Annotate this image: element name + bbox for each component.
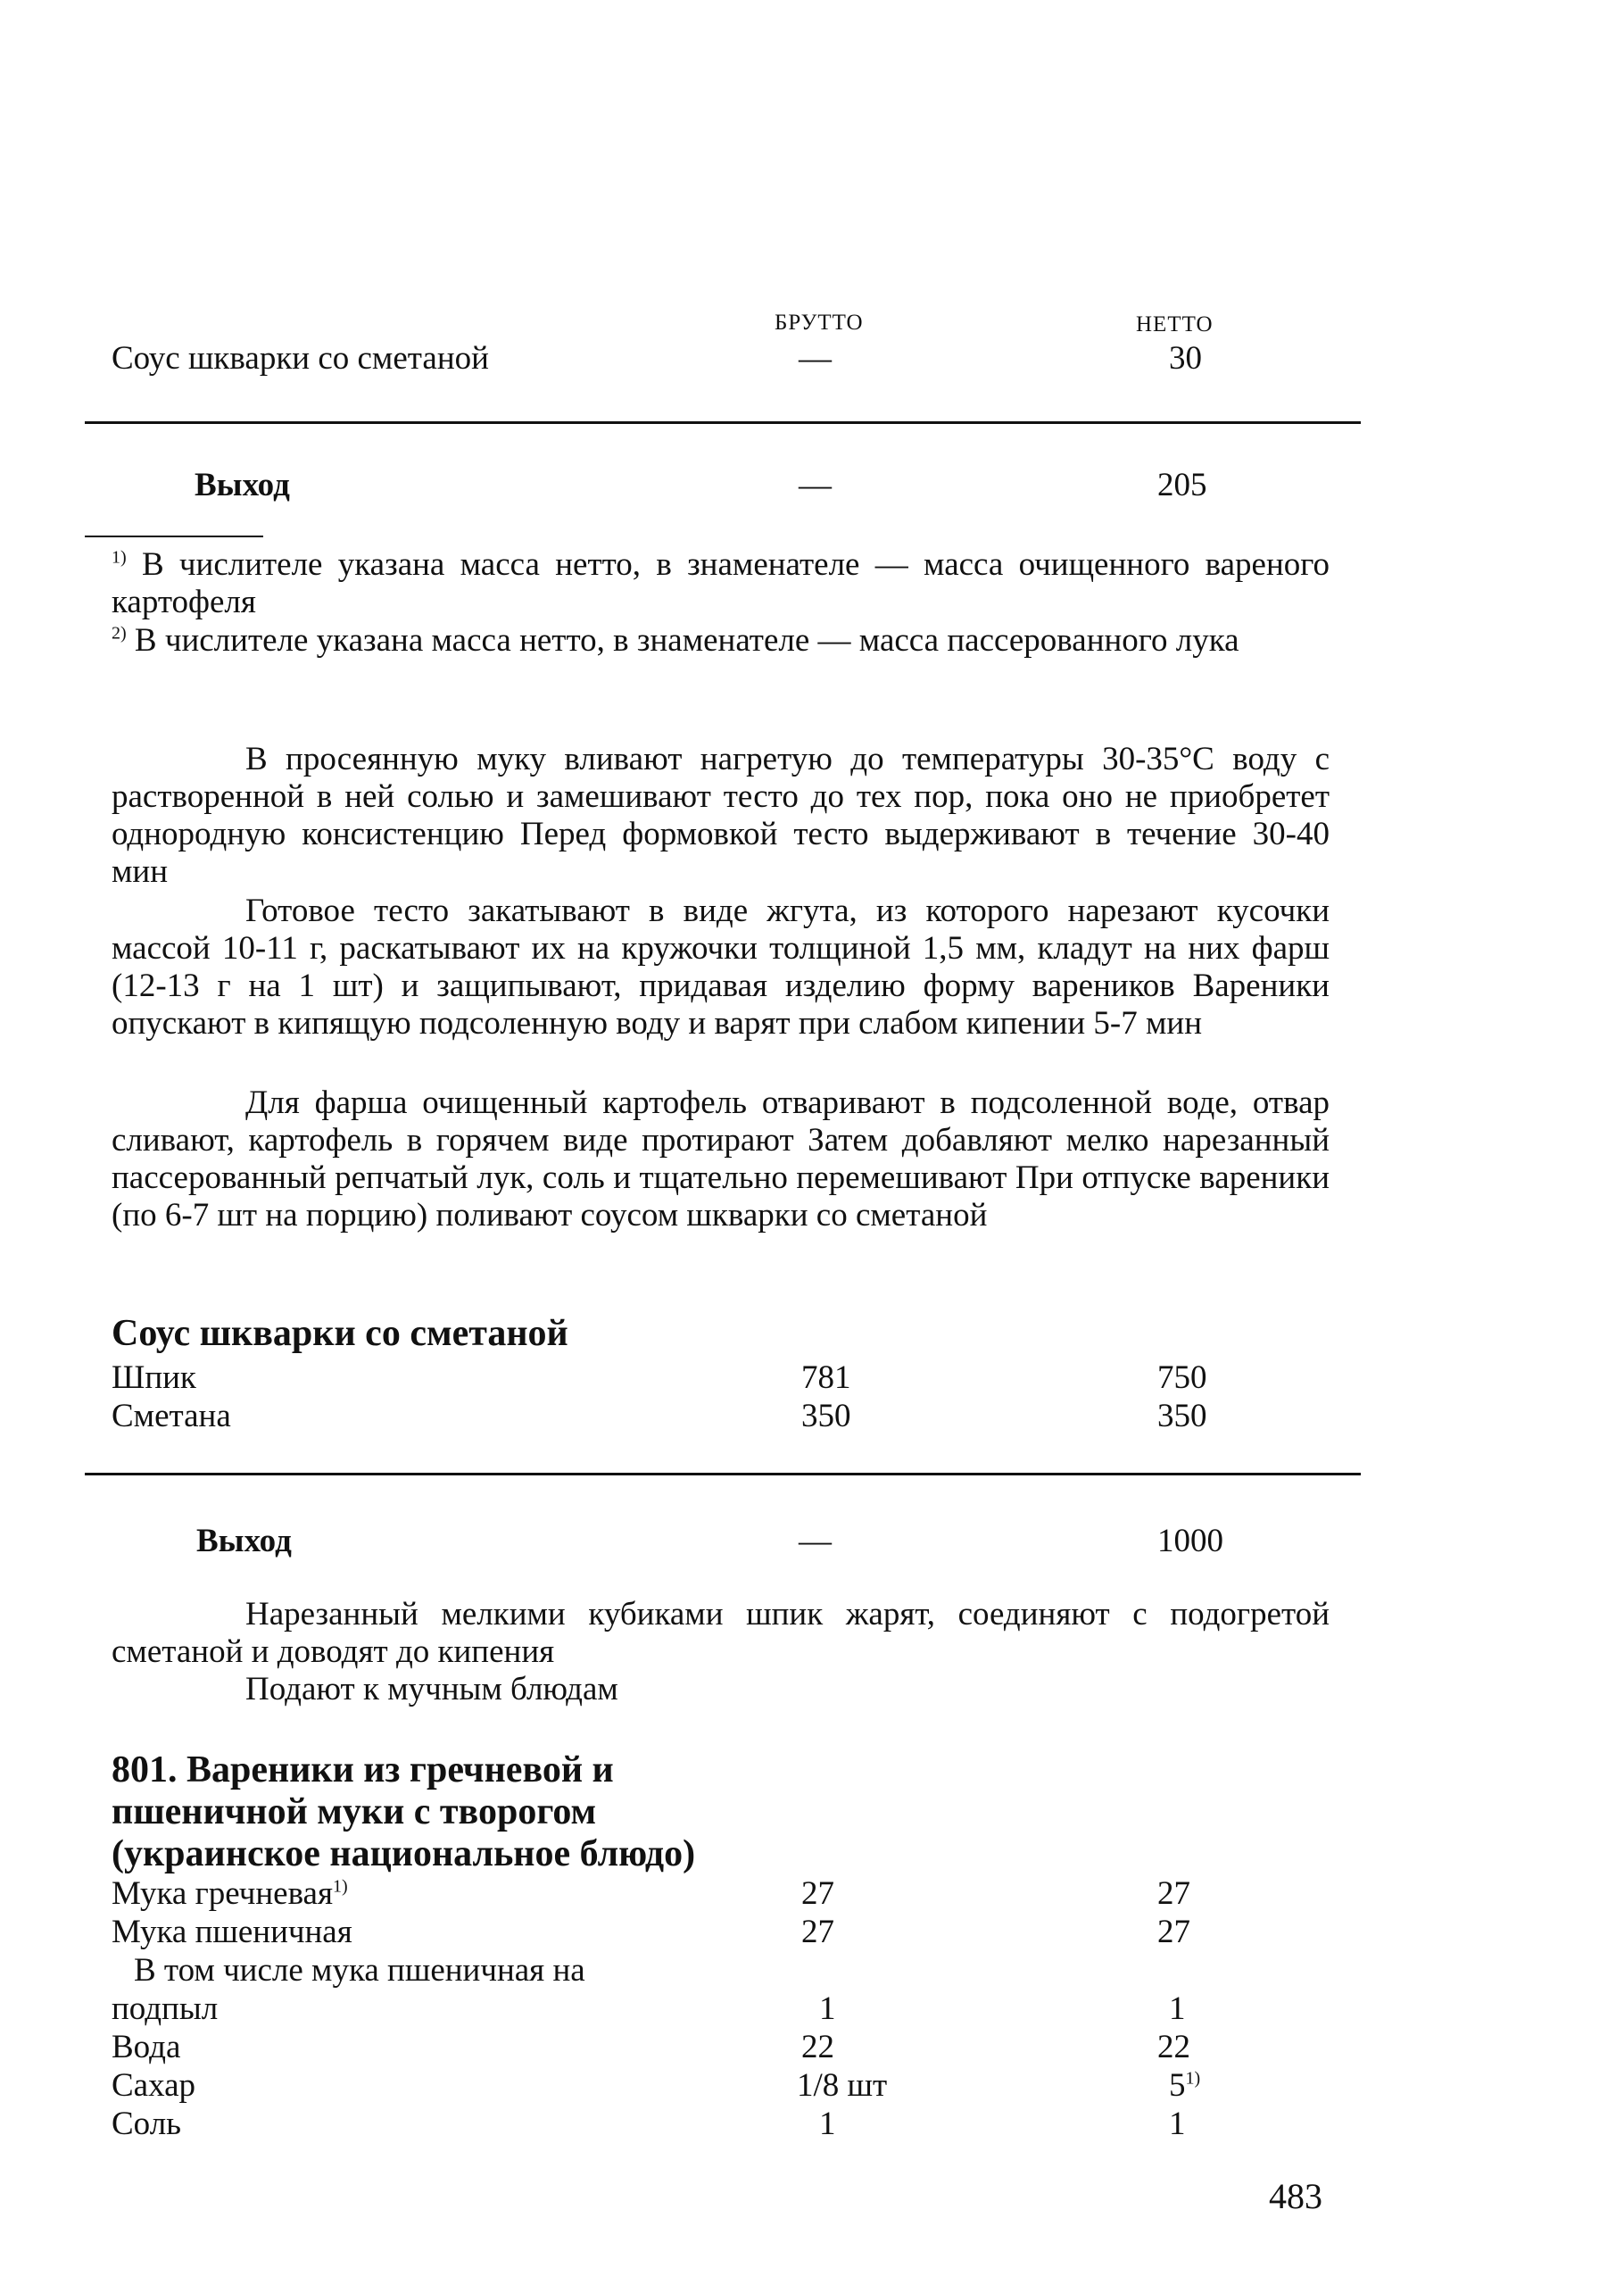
ingredient-name: Вода [112, 2029, 181, 2065]
ingredient-netto [1169, 2066, 1200, 2105]
ingredient-brutto: 27 [801, 1914, 834, 1950]
ingredient-netto: 1 [1169, 1990, 1186, 2027]
ingredient-name: подпыл [112, 1990, 219, 2027]
footnote-1 [112, 546, 1330, 621]
ingredient-brutto: — [799, 340, 832, 377]
yield-netto: 205 [1157, 467, 1207, 503]
yield-brutto: — [799, 1523, 832, 1559]
ingredient-name: Шпик [112, 1359, 196, 1396]
ingredient-brutto: 22 [801, 2029, 834, 2065]
ingredient-name [112, 1874, 348, 1913]
ingredient-netto: 1 [1169, 2106, 1186, 2142]
ingredient-netto-value: 5 [1169, 2067, 1186, 2104]
ingredient-netto: 30 [1169, 340, 1202, 377]
ingredient-name: Мука пшеничная [112, 1914, 352, 1950]
footnote-mark: 1) [333, 1876, 348, 1897]
page-number: 483 [1269, 2176, 1322, 2216]
footnote-separator [85, 536, 263, 537]
footnote-text: В числителе указана масса нетто, в знаменателе — масса очищенного вареного картофеля [112, 546, 1330, 620]
ingredient-name: В том числе мука пшеничная на [134, 1952, 585, 1989]
footnote-mark: 1) [1185, 2068, 1201, 2089]
ingredient-name: Сахар [112, 2067, 196, 2104]
method-paragraph: Готовое тесто закатывают в виде жгута, из которого нарезают кусочки массой 10-11 г, раскатывают их на кружочки толщиной 1,5 мм, кладут на них фарш (12-13 г на 1 шт) и защипывают, придавая изделию форму вареников Вареники опускают в кипящую подсоленную воду и варят при слабом кипении 5-7 мин [112, 893, 1330, 1042]
footnote-mark: 2) [112, 623, 127, 644]
sauce-title: Соус шкварки со сметаной [112, 1313, 568, 1354]
ingredient-brutto: 350 [801, 1398, 851, 1434]
ingredient-brutto: 1 [819, 2106, 836, 2142]
ingredient-netto: 750 [1157, 1359, 1207, 1396]
yield-label: Выход [196, 1523, 292, 1559]
footnote-2 [112, 622, 1330, 660]
recipe-title: 801. Вареники из гречневой и пшеничной муки с творогом (украинское национальное блюдо) [112, 1749, 696, 1874]
footnote-mark: 1) [112, 547, 127, 568]
ingredient-brutto: 781 [801, 1359, 851, 1396]
yield-label: Выход [195, 467, 290, 503]
ingredient-netto: 27 [1157, 1875, 1190, 1912]
column-header-brutto: БРУТТО [775, 311, 864, 335]
yield-brutto: — [799, 467, 832, 503]
footnote-text: В числителе указана масса нетто, в знаменателе — масса пассерованного лука [134, 622, 1239, 659]
ingredient-brutto: 1 [819, 1990, 836, 2027]
ingredient-name: Соль [112, 2106, 182, 2142]
ingredient-name-text: Мука гречневая [112, 1875, 333, 1912]
ingredient-netto: 27 [1157, 1914, 1190, 1950]
method-paragraph: Для фарша очищенный картофель отваривают в подсоленной воде, отвар сливают, картофель в горячем виде протирают Затем добавляют мелко нарезанный пассерованный репчатый лук, соль и тщательно перемешивают При отпуске вареники (по 6-7 шт на порцию) поливают соусом шкварки со сметаной [112, 1084, 1330, 1234]
ingredient-netto: 22 [1157, 2029, 1190, 2065]
ingredient-name: Соус шкварки со сметаной [112, 340, 489, 377]
method-paragraph: Нарезанный мелкими кубиками шпик жарят, соединяют с подогретой сметаной и доводят до кипения [112, 1596, 1330, 1670]
method-paragraph: В просеянную муку вливают нагретую до температуры 30-35°C воду с растворенной в ней солью и замешивают тесто до тех пор, пока оно не приобретет однородную консистенцию Перед формовкой тесто выдерживают в течение 30-40 мин [112, 741, 1330, 890]
ingredient-netto: 350 [1157, 1398, 1207, 1434]
ingredient-brutto: 27 [801, 1875, 834, 1912]
ingredient-name: Сметана [112, 1398, 231, 1434]
yield-netto: 1000 [1157, 1523, 1223, 1559]
table-divider [85, 421, 1361, 424]
ingredient-brutto: 1/8 шт [797, 2067, 888, 2104]
column-header-netto: НЕТТО [1136, 312, 1214, 336]
table-divider [85, 1473, 1361, 1475]
method-paragraph: Подают к мучным блюдам [245, 1671, 618, 1707]
